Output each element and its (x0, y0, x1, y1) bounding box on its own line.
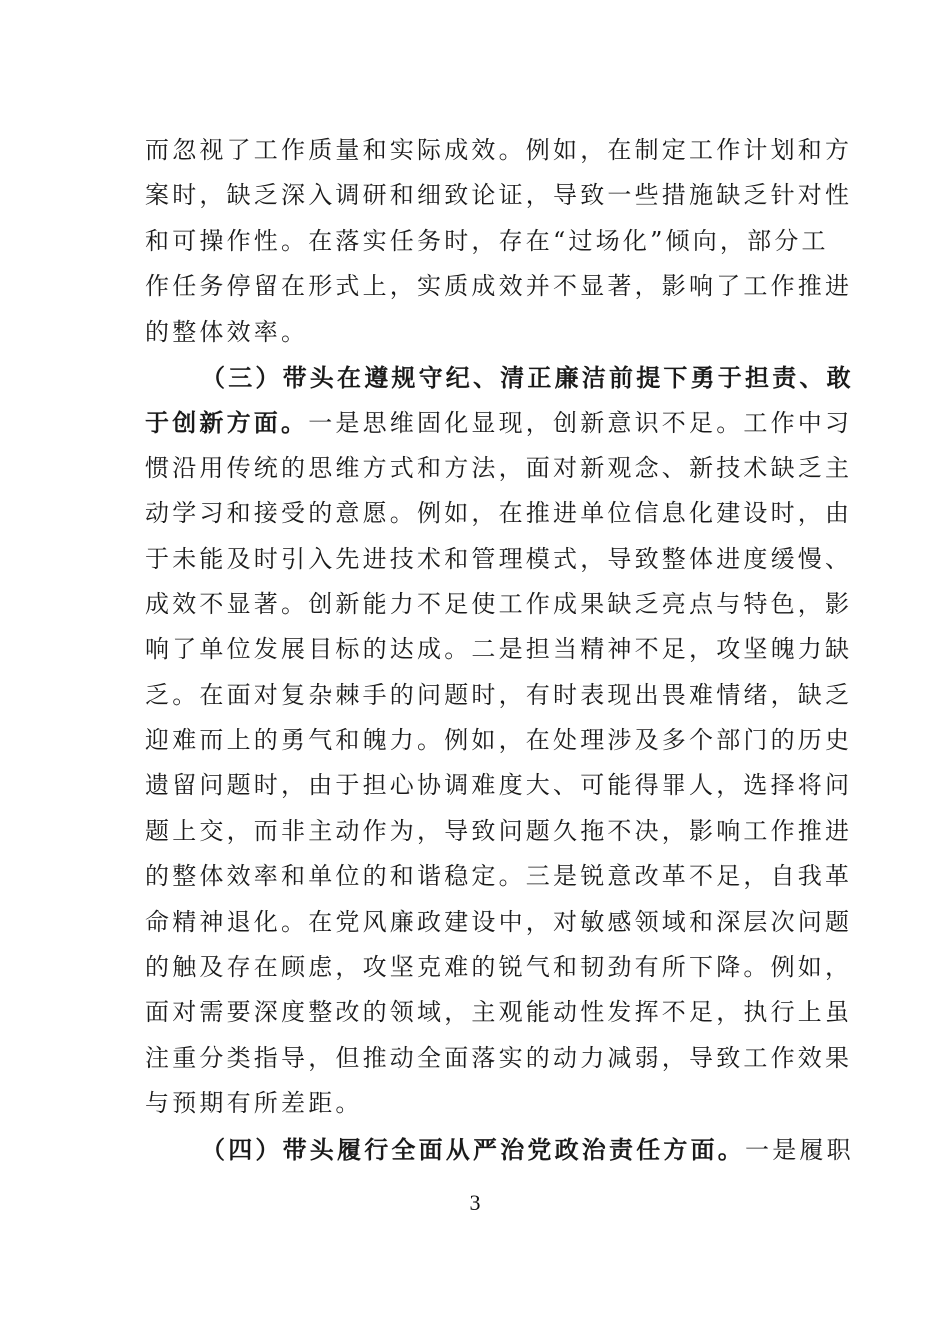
line-text: 面对需要深度整改的领域，主观能动性发挥不足，执行上虽 (145, 998, 853, 1027)
line-text: 乏。在面对复杂棘手的问题时，有时表现出畏难情绪，缺乏 (145, 680, 853, 709)
text-line (145, 945, 853, 990)
section-heading-line (145, 355, 854, 400)
line-text: 作任务停留在形式上，实质成效并不显著，影响了工作推进 (145, 272, 853, 301)
text-line (145, 900, 853, 945)
line-text: 的触及存在顾虑，攻坚克难的锐气和韧劲有所下降。例如， (145, 953, 853, 982)
section-heading-3: （三）带头在遵规守纪、清正廉洁前提下勇于担责、敢 (201, 362, 854, 392)
text-line (145, 673, 853, 718)
text-line (145, 173, 853, 218)
line-text: 案时，缺乏深入调研和细致论证，导致一些措施缺乏针对性 (145, 181, 853, 210)
line-text: 动学习和接受的意愿。例如，在推进单位信息化建设时，由 (145, 499, 853, 528)
text-line (145, 128, 853, 173)
text-line (145, 491, 853, 536)
text-line (145, 1036, 853, 1081)
text-line (145, 990, 853, 1035)
line-text: 注重分类指导，但推动全面落实的动力减弱，导致工作效果 (145, 1043, 853, 1072)
body-text (145, 128, 854, 1172)
section-heading-3-continued: 于创新方面。 (145, 408, 309, 438)
line-text: 迎难而上的勇气和魄力。例如，在处理涉及多个部门的历史 (145, 726, 853, 755)
text-line (145, 763, 853, 808)
text-line (145, 400, 853, 445)
line-text: 响了单位发展目标的达成。二是担当精神不足，攻坚魄力缺 (145, 635, 853, 664)
text-line (145, 219, 829, 264)
text-line (145, 310, 810, 355)
line-text: 题上交，而非主动作为，导致问题久拖不决，影响工作推进 (145, 816, 853, 845)
text-line (145, 854, 853, 899)
line-text: 的整体效率。 (145, 317, 309, 346)
text-line (145, 809, 853, 854)
line-text: 一是履职 (745, 1135, 854, 1164)
text-line (145, 627, 853, 672)
line-text: 成效不显著。创新能力不足使工作成果缺乏亮点与特色，影 (145, 589, 853, 618)
text-line (145, 718, 853, 763)
text-line (145, 446, 853, 491)
text-line (145, 264, 853, 309)
page-number: 3 (469, 1190, 481, 1215)
text-line (145, 1081, 810, 1126)
line-text: 而忽视了工作质量和实际成效。例如，在制定工作计划和方 (145, 136, 853, 164)
line-text: 惯沿用传统的思维方式和方法，面对新观念、新技术缺乏主 (145, 453, 853, 482)
line-text: 和可操作性。在落实任务时，存在“过场化”倾向，部分工 (145, 226, 829, 255)
text-line (145, 537, 853, 582)
line-text: 的整体效率和单位的和谐稳定。三是锐意改革不足，自我革 (145, 862, 853, 891)
section-heading-4: （四）带头履行全面从严治党政治责任方面。 (201, 1134, 745, 1164)
line-text: 与预期有所差距。 (145, 1089, 363, 1118)
section-heading-line (145, 1127, 854, 1172)
line-text: 一是思维固化显现，创新意识不足。工作中习 (308, 409, 853, 438)
text-line (145, 582, 853, 627)
line-text: 遗留问题时，由于担心协调难度大、可能得罪人，选择将问 (145, 771, 853, 800)
line-text: 命精神退化。在党风廉政建设中，对敏感领域和深层次问题 (145, 907, 853, 936)
line-text: 于未能及时引入先进技术和管理模式，导致整体进度缓慢、 (145, 544, 853, 573)
